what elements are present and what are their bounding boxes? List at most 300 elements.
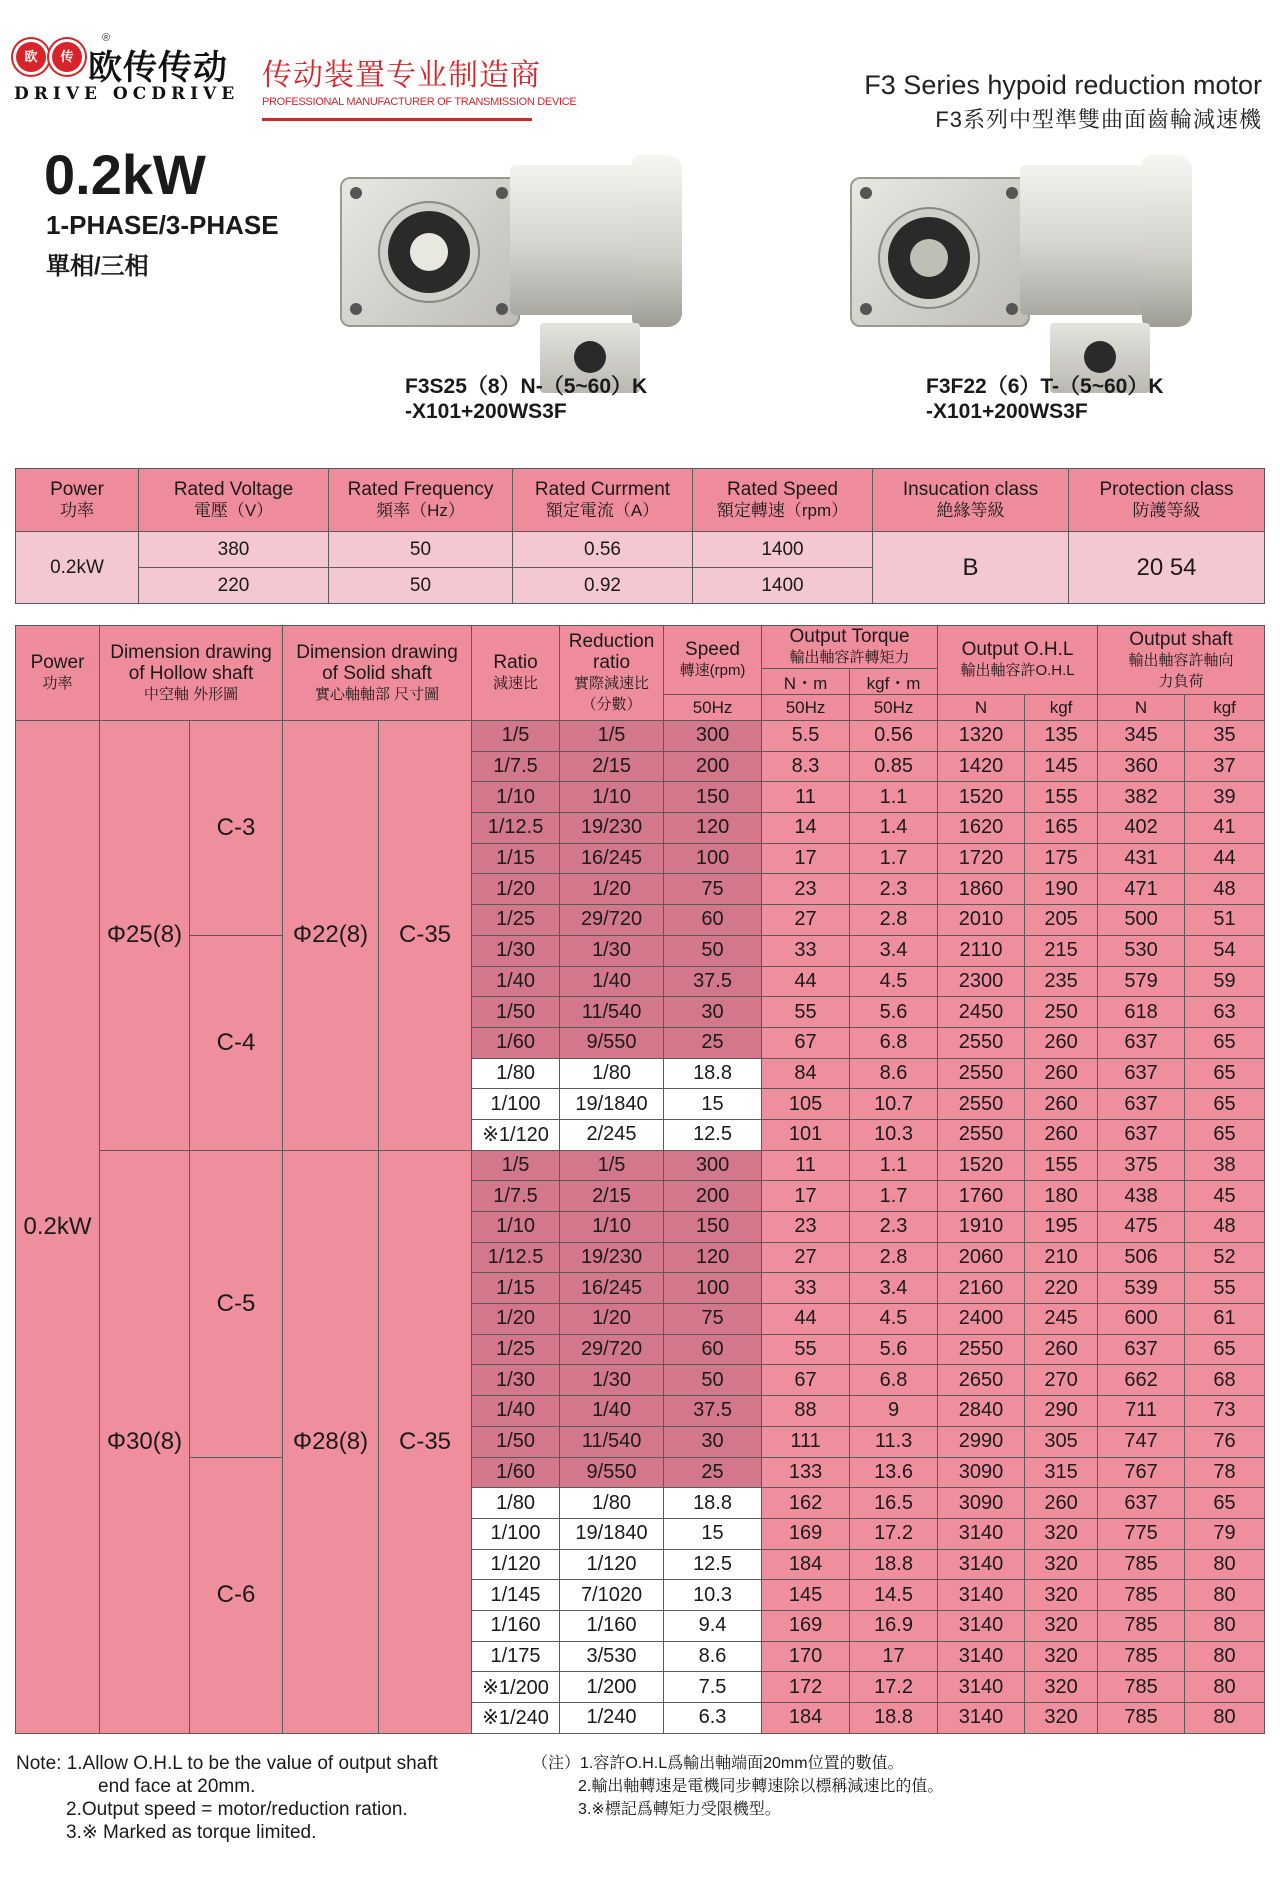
model-code: F3S25（8）N-（5~60）K [405, 375, 648, 398]
cell-ohl-n: 2400 [938, 1304, 1025, 1335]
cell-torque-nm: 55 [762, 1334, 850, 1365]
cell-axial-kgf: 38 [1185, 1150, 1265, 1181]
cell-axial-kgf: 80 [1185, 1580, 1265, 1611]
cell-axial-kgf: 51 [1185, 905, 1265, 936]
cell-ohl-n: 2840 [938, 1396, 1025, 1427]
cell-power: 0.2kW [16, 532, 139, 604]
cell-ratio: ※1/120 [472, 1119, 560, 1150]
cell-torque-nm: 8.3 [762, 751, 850, 782]
cell-axial-n: 747 [1098, 1426, 1185, 1457]
cell-torque-kgfm: 17.2 [850, 1518, 938, 1549]
cell-ohl-kgf: 235 [1025, 966, 1098, 997]
cell-reduction: 1/5 [560, 721, 664, 752]
cell-ohl-kgf: 210 [1025, 1242, 1098, 1273]
cell-ohl-n: 2300 [938, 966, 1025, 997]
cell-solid-shaft-dia: Φ28(8) [283, 1150, 379, 1733]
cell-axial-kgf: 48 [1185, 874, 1265, 905]
cell-ohl-kgf: 320 [1025, 1549, 1098, 1580]
cell-torque-nm: 44 [762, 1304, 850, 1335]
note-line: end face at 20mm. [98, 1776, 256, 1797]
cell-hollow-drawing: C-3 [190, 721, 283, 936]
cell-axial-n: 530 [1098, 935, 1185, 966]
cell-ohl-kgf: 320 [1025, 1580, 1098, 1611]
cell-ohl-kgf: 315 [1025, 1457, 1098, 1488]
cell-torque-nm: 162 [762, 1488, 850, 1519]
cell-ohl-kgf: 250 [1025, 997, 1098, 1028]
cell-ratio: 1/120 [472, 1549, 560, 1580]
cell-torque-nm: 169 [762, 1610, 850, 1641]
cell-torque-kgfm: 2.3 [850, 874, 938, 905]
cell-speed: 1400 [693, 568, 873, 604]
cell-ohl-kgf: 260 [1025, 1058, 1098, 1089]
header-cn: 輸出軸容許轉矩力 [789, 649, 910, 666]
cell-axial-n: 475 [1098, 1212, 1185, 1243]
cell-axial-kgf: 44 [1185, 843, 1265, 874]
cell-reduction: 19/230 [560, 813, 664, 844]
header-en: Rated Currment [534, 479, 671, 500]
header-cn: 減速比 [493, 675, 539, 692]
cell-torque-kgfm: 17.2 [850, 1672, 938, 1703]
cell-axial-kgf: 80 [1185, 1610, 1265, 1641]
cell-ratio: 1/175 [472, 1641, 560, 1672]
cell-ohl-kgf: 320 [1025, 1703, 1098, 1734]
cell-reduction: 11/540 [560, 997, 664, 1028]
cell-hollow-drawing: C-5 [190, 1150, 283, 1457]
header-cn: 頻率（Hz） [376, 501, 465, 520]
cell-reduction: 1/80 [560, 1488, 664, 1519]
cell-ratio: 1/80 [472, 1488, 560, 1519]
cell-ohl-kgf: 165 [1025, 813, 1098, 844]
header-en: of Solid shaft [322, 662, 432, 684]
cell-torque-nm: 17 [762, 843, 850, 874]
cell-speed: 120 [664, 813, 762, 844]
cell-torque-nm: 145 [762, 1580, 850, 1611]
cell-ohl-kgf: 260 [1025, 1488, 1098, 1519]
cell-ratio: 1/100 [472, 1089, 560, 1120]
cell-ohl-n: 3140 [938, 1518, 1025, 1549]
cell-current: 0.56 [513, 532, 693, 568]
cell-ohl-n: 1760 [938, 1181, 1025, 1212]
cell-axial-n: 539 [1098, 1273, 1185, 1304]
cell-torque-nm: 17 [762, 1181, 850, 1212]
cell-ohl-kgf: 260 [1025, 1334, 1098, 1365]
cell-reduction: 1/30 [560, 935, 664, 966]
cell-axial-n: 438 [1098, 1181, 1185, 1212]
cell-ratio: 1/30 [472, 1365, 560, 1396]
cell-axial-kgf: 80 [1185, 1703, 1265, 1734]
performance-spec-table [15, 625, 1265, 1734]
cell-ohl-n: 3140 [938, 1672, 1025, 1703]
header-en: Rated Frequency [347, 479, 494, 500]
header-cn: 中空軸 外形圖 [143, 685, 239, 703]
cell-speed: 7.5 [664, 1672, 762, 1703]
cell-ohl-kgf: 135 [1025, 721, 1098, 752]
cell-axial-kgf: 54 [1185, 935, 1265, 966]
header-power [16, 626, 100, 721]
cell-axial-n: 785 [1098, 1610, 1185, 1641]
motor-body [510, 165, 640, 315]
cell-axial-n: 785 [1098, 1580, 1185, 1611]
cell-ohl-n: 2990 [938, 1426, 1025, 1457]
cell-ohl-n: 1520 [938, 782, 1025, 813]
header-en: Rated Speed [727, 479, 838, 500]
cell-ohl-kgf: 320 [1025, 1672, 1098, 1703]
header-cn: 額定轉速（rpm） [716, 501, 849, 520]
cell-reduction: 9/550 [560, 1027, 664, 1058]
cell-voltage: 220 [139, 568, 329, 604]
spec-row [16, 1150, 1265, 1181]
cell-speed: 15 [664, 1518, 762, 1549]
cell-reduction: 1/20 [560, 1304, 664, 1335]
cell-ohl-kgf: 155 [1025, 1150, 1098, 1181]
cell-speed: 120 [664, 1242, 762, 1273]
cell-protection: 20 54 [1069, 532, 1265, 604]
cell-ratio: 1/25 [472, 1334, 560, 1365]
cell-axial-kgf: 65 [1185, 1027, 1265, 1058]
header-output-torque [762, 626, 938, 669]
cell-axial-kgf: 39 [1185, 782, 1265, 813]
cell-torque-kgfm: 1.7 [850, 843, 938, 874]
cell-ratio: 1/12.5 [472, 1242, 560, 1273]
header-cn: 功率 [60, 501, 94, 520]
brand-name-cn: 欧传传动 [88, 48, 228, 88]
cell-torque-kgfm: 17 [850, 1641, 938, 1672]
cell-reduction: 1/40 [560, 1396, 664, 1427]
cell-torque-kgfm: 18.8 [850, 1549, 938, 1580]
cell-axial-kgf: 41 [1185, 813, 1265, 844]
registered-mark: ® [102, 32, 111, 44]
cell-torque-nm: 23 [762, 1212, 850, 1243]
series-title-cn: F3系列中型準雙曲面齒輪減速機 [935, 107, 1262, 132]
cell-axial-kgf: 35 [1185, 721, 1265, 752]
cell-axial-kgf: 59 [1185, 966, 1265, 997]
cell-torque-kgfm: 3.4 [850, 935, 938, 966]
cell-torque-nm: 14 [762, 813, 850, 844]
cell-torque-kgfm: 8.6 [850, 1058, 938, 1089]
cell-reduction: 29/720 [560, 905, 664, 936]
cell-torque-kgfm: 9 [850, 1396, 938, 1427]
header-en: Power [30, 652, 85, 673]
cell-ohl-n: 2550 [938, 1027, 1025, 1058]
cell-axial-n: 637 [1098, 1058, 1185, 1089]
cell-ohl-n: 2110 [938, 935, 1025, 966]
note-line: 3.※標記爲轉矩力受限機型。 [578, 1801, 781, 1818]
cell-torque-kgfm: 1.1 [850, 782, 938, 813]
cell-axial-n: 775 [1098, 1518, 1185, 1549]
cell-torque-nm: 84 [762, 1058, 850, 1089]
cell-reduction: 16/245 [560, 1273, 664, 1304]
model-suffix: -X101+200WS3F [926, 400, 1088, 423]
cell-ratio: ※1/240 [472, 1703, 560, 1734]
cell-solid-drawing: C-35 [379, 721, 472, 1151]
cell-speed: 30 [664, 1426, 762, 1457]
gearbox-housing [850, 177, 1030, 327]
cell-ohl-n: 3090 [938, 1488, 1025, 1519]
cell-ohl-kgf: 180 [1025, 1181, 1098, 1212]
cell-ohl-kgf: 290 [1025, 1396, 1098, 1427]
series-title-en: F3 Series hypoid reduction motor [864, 70, 1262, 100]
model-label-hollow [405, 374, 647, 424]
cell-torque-nm: 184 [762, 1703, 850, 1734]
cell-ratio: 1/30 [472, 935, 560, 966]
cell-torque-kgfm: 5.6 [850, 1334, 938, 1365]
cable-plug-icon [1084, 341, 1116, 373]
hollow-shaft-bore [388, 211, 470, 293]
cell-ohl-kgf: 260 [1025, 1119, 1098, 1150]
header-output-shaft [1098, 626, 1265, 695]
header-cn: 實際減速比 [574, 675, 650, 692]
model-code: F3F22（6）T-（5~60）K [926, 375, 1164, 398]
bolt-icon [496, 187, 508, 199]
cell-axial-n: 785 [1098, 1703, 1185, 1734]
header-cn: 力負荷 [1158, 672, 1204, 690]
unit-axial-n: N [1098, 695, 1185, 721]
cell-torque-kgfm: 1.4 [850, 813, 938, 844]
header-cn: 絶緣等級 [936, 501, 1005, 520]
motor-body [1020, 165, 1150, 315]
cell-reduction: 19/230 [560, 1242, 664, 1273]
cell-speed: 37.5 [664, 1396, 762, 1427]
cell-torque-nm: 133 [762, 1457, 850, 1488]
cell-torque-kgfm: 3.4 [850, 1273, 938, 1304]
cell-insulation: B [873, 532, 1069, 604]
cell-axial-n: 637 [1098, 1089, 1185, 1120]
cell-ratio: 1/15 [472, 1273, 560, 1304]
header-speed [693, 469, 873, 532]
cell-torque-kgfm: 5.6 [850, 997, 938, 1028]
unit-speed-hz: 50Hz [664, 695, 762, 721]
cell-speed: 12.5 [664, 1549, 762, 1580]
notes-cn [532, 1752, 943, 1821]
cell-ratio: 1/40 [472, 1396, 560, 1427]
spec-header-row [16, 626, 1265, 669]
cell-speed: 25 [664, 1457, 762, 1488]
cell-reduction: 2/245 [560, 1119, 664, 1150]
cell-axial-n: 375 [1098, 1150, 1185, 1181]
cell-torque-kgfm: 0.56 [850, 721, 938, 752]
cell-ohl-n: 3140 [938, 1610, 1025, 1641]
cell-torque-kgfm: 2.8 [850, 905, 938, 936]
cell-speed: 150 [664, 1212, 762, 1243]
cell-torque-kgfm: 14.5 [850, 1580, 938, 1611]
cell-ohl-kgf: 260 [1025, 1027, 1098, 1058]
cell-torque-nm: 105 [762, 1089, 850, 1120]
cell-torque-kgfm: 11.3 [850, 1426, 938, 1457]
cell-axial-n: 618 [1098, 997, 1185, 1028]
cell-speed: 200 [664, 751, 762, 782]
cell-axial-kgf: 61 [1185, 1304, 1265, 1335]
cell-speed: 18.8 [664, 1058, 762, 1089]
cell-reduction: 19/1840 [560, 1518, 664, 1549]
cell-frequency: 50 [329, 568, 513, 604]
cell-axial-n: 431 [1098, 843, 1185, 874]
cell-speed: 75 [664, 874, 762, 905]
header-protection [1069, 469, 1265, 532]
cell-axial-kgf: 65 [1185, 1058, 1265, 1089]
cell-axial-n: 785 [1098, 1549, 1185, 1580]
cell-ratio: 1/100 [472, 1518, 560, 1549]
cell-torque-nm: 67 [762, 1365, 850, 1396]
cell-axial-kgf: 76 [1185, 1426, 1265, 1457]
cell-ratio: 1/50 [472, 1426, 560, 1457]
brand-logo [14, 32, 254, 108]
cell-ohl-kgf: 220 [1025, 1273, 1098, 1304]
cell-speed: 200 [664, 1181, 762, 1212]
cell-torque-kgfm: 16.9 [850, 1610, 938, 1641]
cell-reduction: 1/240 [560, 1703, 664, 1734]
cell-ohl-n: 2060 [938, 1242, 1025, 1273]
cell-torque-nm: 27 [762, 1242, 850, 1273]
cell-ratio: 1/7.5 [472, 751, 560, 782]
cell-reduction: 16/245 [560, 843, 664, 874]
cell-axial-n: 500 [1098, 905, 1185, 936]
cell-axial-n: 345 [1098, 721, 1185, 752]
header-output-ohl [938, 626, 1098, 695]
cell-ratio: 1/5 [472, 1150, 560, 1181]
cell-axial-n: 785 [1098, 1672, 1185, 1703]
header-voltage [139, 469, 329, 532]
cell-axial-kgf: 79 [1185, 1518, 1265, 1549]
note-line: 2.輸出軸轉速是電機同步轉速除以標稱減速比的值。 [578, 1778, 944, 1795]
cell-power: 0.2kW [16, 721, 100, 1734]
cell-axial-n: 662 [1098, 1365, 1185, 1396]
cell-ohl-n: 2650 [938, 1365, 1025, 1396]
cell-reduction: 1/40 [560, 966, 664, 997]
cell-ohl-kgf: 320 [1025, 1518, 1098, 1549]
cell-torque-nm: 111 [762, 1426, 850, 1457]
bolt-icon [860, 303, 872, 315]
cell-ohl-n: 1520 [938, 1150, 1025, 1181]
cell-ratio: 1/60 [472, 1027, 560, 1058]
note-line: （注）1.容許O.H.L爲輸出軸端面20mm位置的數值。 [532, 1755, 904, 1772]
model-suffix: -X101+200WS3F [405, 400, 567, 423]
cell-reduction: 1/120 [560, 1549, 664, 1580]
cell-ohl-kgf: 205 [1025, 905, 1098, 936]
cell-torque-kgfm: 6.8 [850, 1027, 938, 1058]
cell-speed: 30 [664, 997, 762, 1028]
cell-axial-n: 506 [1098, 1242, 1185, 1273]
brand-slogan [262, 50, 576, 108]
cell-ohl-n: 3090 [938, 1457, 1025, 1488]
cell-ohl-n: 2550 [938, 1119, 1025, 1150]
cell-axial-kgf: 78 [1185, 1457, 1265, 1488]
cell-speed: 300 [664, 721, 762, 752]
header-en: Output shaft [1129, 628, 1233, 650]
cell-ohl-n: 2550 [938, 1089, 1025, 1120]
cell-reduction: 1/20 [560, 874, 664, 905]
cell-ratio: 1/20 [472, 874, 560, 905]
cell-current: 0.92 [513, 568, 693, 604]
bolt-icon [350, 187, 362, 199]
unit-ohl-n: N [938, 695, 1025, 721]
cell-ratio: 1/25 [472, 905, 560, 936]
solid-shaft [910, 239, 948, 277]
cell-torque-kgfm: 1.1 [850, 1150, 938, 1181]
phase-cn: 單相/三相 [46, 253, 149, 280]
cell-torque-nm: 170 [762, 1641, 850, 1672]
electrical-header-row [16, 469, 1265, 532]
cell-ratio: 1/50 [472, 997, 560, 1028]
header-en: Dimension drawing [296, 641, 458, 663]
cell-ratio: 1/10 [472, 1212, 560, 1243]
cell-reduction: 1/30 [560, 1365, 664, 1396]
cell-ohl-n: 1720 [938, 843, 1025, 874]
cell-torque-kgfm: 0.85 [850, 751, 938, 782]
cell-axial-kgf: 80 [1185, 1672, 1265, 1703]
header-hollow-shaft [100, 626, 283, 721]
bolt-icon [350, 303, 362, 315]
cell-speed: 18.8 [664, 1488, 762, 1519]
cell-ohl-n: 3140 [938, 1549, 1025, 1580]
cell-axial-kgf: 68 [1185, 1365, 1265, 1396]
unit-axial-kgf: kgf [1185, 695, 1265, 721]
cell-axial-kgf: 65 [1185, 1488, 1265, 1519]
spec-row [16, 721, 1265, 752]
header-cn: 電壓（V） [193, 501, 274, 520]
slogan-en: PROFESSIONAL MANUFACTURER OF TRANSMISSION DEVICE [262, 96, 577, 108]
cell-axial-kgf: 48 [1185, 1212, 1265, 1243]
motor-end-cap [1142, 155, 1192, 327]
cell-torque-nm: 11 [762, 1150, 850, 1181]
cell-axial-n: 637 [1098, 1027, 1185, 1058]
cell-ohl-kgf: 245 [1025, 1304, 1098, 1335]
cell-ohl-n: 2160 [938, 1273, 1025, 1304]
series-title [864, 70, 1262, 134]
cell-torque-kgfm: 18.8 [850, 1703, 938, 1734]
cell-axial-kgf: 80 [1185, 1549, 1265, 1580]
cell-torque-kgfm: 2.8 [850, 1242, 938, 1273]
cell-torque-nm: 33 [762, 935, 850, 966]
cell-axial-n: 637 [1098, 1488, 1185, 1519]
unit-torque-hz: 50Hz [762, 695, 850, 721]
header-cn: 轉速(rpm) [679, 662, 746, 679]
cell-speed: 100 [664, 843, 762, 874]
slogan-underline [262, 118, 532, 121]
cell-solid-drawing: C-35 [379, 1150, 472, 1733]
cell-torque-kgfm: 4.5 [850, 1304, 938, 1335]
cell-axial-n: 402 [1098, 813, 1185, 844]
cell-axial-n: 785 [1098, 1641, 1185, 1672]
cell-reduction: 7/1020 [560, 1580, 664, 1611]
cell-axial-kgf: 52 [1185, 1242, 1265, 1273]
cell-ohl-n: 1860 [938, 874, 1025, 905]
cell-hollow-drawing: C-6 [190, 1457, 283, 1733]
cell-speed: 60 [664, 1334, 762, 1365]
cell-ohl-kgf: 320 [1025, 1641, 1098, 1672]
cell-speed: 300 [664, 1150, 762, 1181]
cell-hollow-shaft-dia: Φ25(8) [100, 721, 190, 1151]
cell-torque-kgfm: 2.3 [850, 1212, 938, 1243]
solid-shaft-flange [888, 217, 970, 299]
motor-photo-solid [850, 155, 1200, 395]
header-en: Protection class [1099, 479, 1234, 500]
header-cn: （分數） [581, 696, 642, 713]
cell-ohl-n: 2450 [938, 997, 1025, 1028]
header-power [16, 469, 139, 532]
cell-ohl-n: 3140 [938, 1641, 1025, 1672]
cell-torque-nm: 5.5 [762, 721, 850, 752]
cell-axial-kgf: 65 [1185, 1119, 1265, 1150]
unit-nm: N・m [762, 669, 850, 695]
header-cn: 輸出軸容許軸向 [1128, 651, 1234, 669]
cell-ratio: 1/10 [472, 782, 560, 813]
cell-torque-nm: 33 [762, 1273, 850, 1304]
header-en: Rated Voltage [173, 479, 294, 500]
cell-ratio: 1/15 [472, 843, 560, 874]
cell-axial-kgf: 73 [1185, 1396, 1265, 1427]
cell-reduction: 2/15 [560, 751, 664, 782]
cell-torque-nm: 101 [762, 1119, 850, 1150]
